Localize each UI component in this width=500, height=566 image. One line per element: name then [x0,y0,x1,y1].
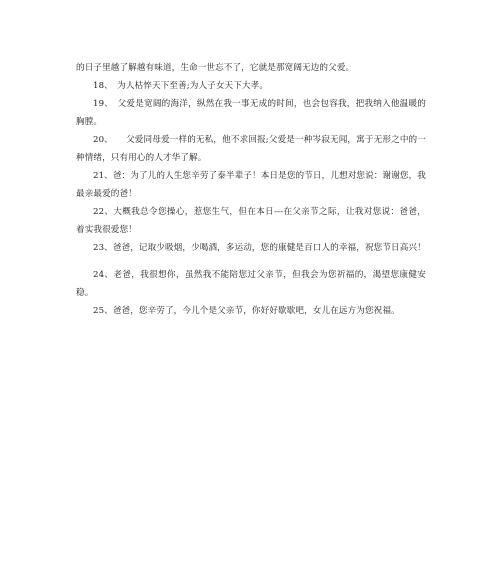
paragraph-item-21: 21、爸：为了儿的人生您辛劳了泰半辈子！本日是您的节日，儿想对您说：谢谢您，我最亲最爱的爸！ [76,171,426,199]
paragraph-item-20: 20、 父爱同母爱一样的无私，他不求回报;父爱是一种岑寂无闻，寓于无形之中的一种情绪，只有用心的人才华了解。 [76,135,426,163]
paragraph-item-19: 19、 父爱是宽阔的海洋，纵然在我一事无成的时间，也会包容我，把我纳入他温暖的胸膛。 [76,99,426,127]
document-body [76,59,426,320]
paragraph-item-22: 22、大概我总令您操心，惹您生气，但在本日---在父亲节之际，让我对您说：爸爸，着实我很爱您！ [76,207,426,235]
paragraph-item-18: 18、 为人枯悴天下至善;为人子女天下大孝。 [93,81,269,91]
paragraph-item-24: 24、老爸，我很想你，虽然我不能陪您过父亲节，但我会为您祈福的，渴望您康健安稳。 [76,270,426,298]
paragraph-item-23: 23、爸爸，记取少吸烟，少喝酒，多运动，您的康健是百口人的幸福，祝您节日高兴！ [93,243,426,253]
paragraph-continuation: 的日子里越了解越有味道，生命一世忘不了，它就是那宽阔无边的父爱。 [76,63,355,73]
paragraph-item-25: 25、爸爸，您辛劳了，今儿个是父亲节，你好好歇歇吧，女儿在远方为您祝福。 [93,306,400,316]
